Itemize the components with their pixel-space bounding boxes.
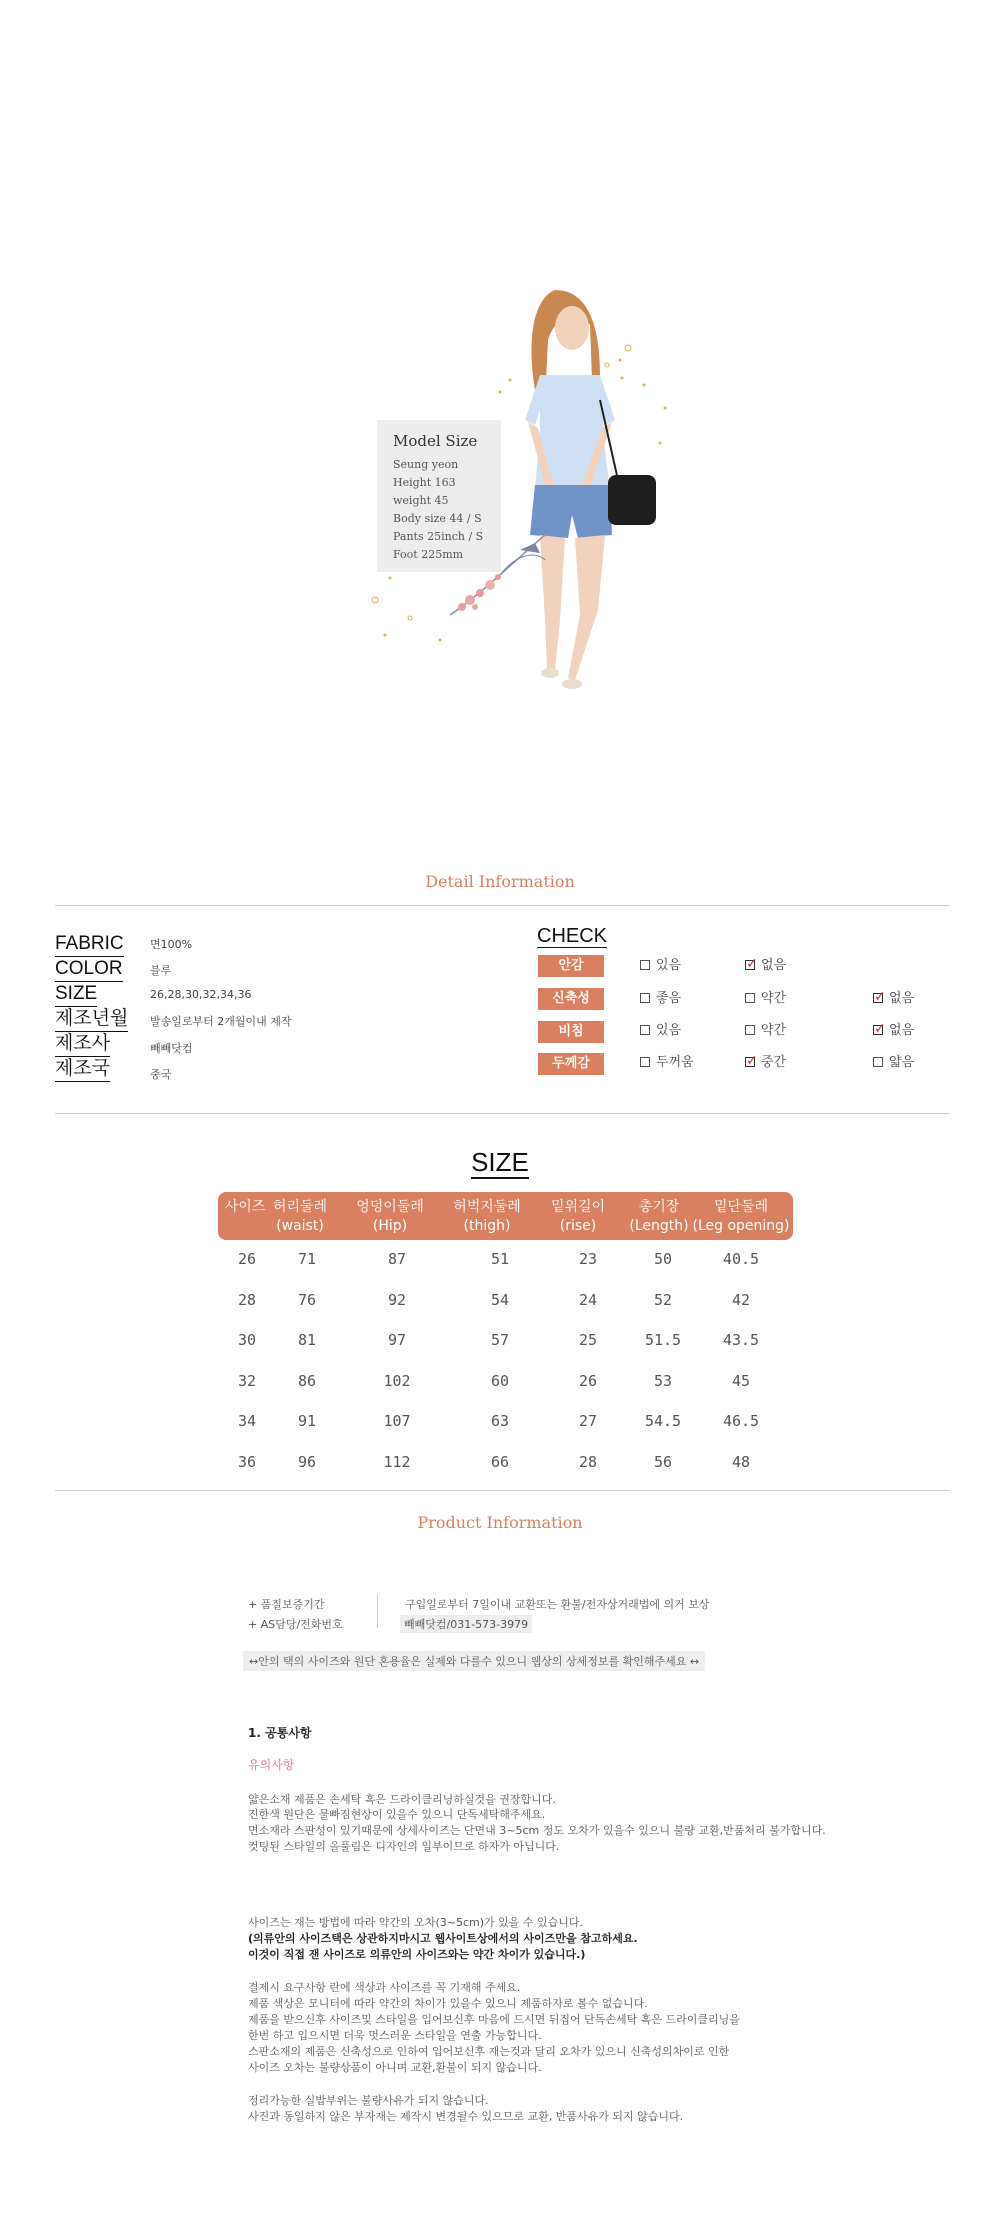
size-cell: 28	[578, 1453, 598, 1471]
option-stretch-good[interactable]: 좋음	[640, 990, 681, 1008]
notice-line: 사진과 동일하지 않은 부자재는 제작시 변경될수 있으므로 교환, 반품사유가 되지 않습니다.	[248, 2110, 684, 2123]
model-size-title: Model Size	[393, 432, 478, 450]
model-name: Seung yeon	[393, 458, 459, 471]
country-label: 제조국	[55, 1058, 110, 1082]
model-height: Height 163	[393, 476, 456, 489]
size-cell: 102	[383, 1371, 411, 1390]
size-label: SIZE	[55, 983, 97, 1007]
notice-heading: 1. 공통사항	[248, 1726, 312, 1740]
size-cell: 27	[578, 1412, 598, 1431]
option-stretch-slight[interactable]: 약간	[745, 990, 786, 1008]
detail-info-title: Detail Information	[425, 872, 575, 891]
option-sheer-slight[interactable]: 약간	[745, 1022, 786, 1040]
size-cell: 63	[490, 1412, 510, 1431]
notice-line: 결제시 요구사항 란에 색상과 사이즈를 꼭 기재해 주세요.	[248, 1981, 521, 1994]
size-cell: 81	[297, 1331, 317, 1350]
check-tag-sheerness: 비침	[538, 1021, 604, 1043]
notice-subheading: 유의사항	[248, 1758, 295, 1772]
size-value: 26,28,30,32,34,36	[150, 988, 252, 1001]
size-cell: 26	[237, 1250, 257, 1268]
header-thigh: 허벅지둘레	[453, 1199, 521, 1215]
model-foot: Foot 225mm	[393, 548, 464, 561]
check-title: CHECK	[537, 925, 608, 947]
checkbox-icon	[873, 1057, 883, 1067]
warranty-label: + 품질보증기간	[248, 1598, 325, 1611]
header-hip-en: (Hip)	[372, 1218, 408, 1234]
header-waist-en: (waist)	[276, 1218, 324, 1234]
header-leg-opening: 밑단둘레	[713, 1199, 769, 1215]
model-weight: weight 45	[393, 494, 449, 507]
size-cell: 60	[490, 1371, 510, 1390]
size-cell: 34	[237, 1412, 257, 1431]
country-value: 중국	[150, 1068, 172, 1081]
divider	[55, 905, 950, 906]
option-stretch-none[interactable]: ✓ 없음	[874, 988, 915, 1006]
model-body-size: Body size 44 / S	[393, 512, 482, 525]
header-length: 총기장	[638, 1199, 680, 1215]
option-lining-no[interactable]: ✓ 없음	[746, 955, 787, 973]
checkbox-checked-icon: ✓	[874, 988, 886, 1005]
divider	[55, 1490, 950, 1491]
size-cell: 56	[653, 1453, 673, 1471]
size-cell: 48	[731, 1453, 751, 1471]
fabric-value: 면100%	[150, 938, 193, 951]
size-cell: 45	[731, 1371, 751, 1390]
size-cell: 36	[237, 1453, 257, 1471]
size-cell: 112	[383, 1453, 411, 1471]
size-cell: 46.5	[722, 1412, 760, 1431]
size-cell: 40.5	[722, 1250, 760, 1268]
notice-line: 제품을 받으신후 사이즈및 스타일을 입어보신후 마음에 드시면 뒤집어 단독손세탁 혹은 드라이클리닝을	[248, 2013, 740, 2026]
header-waist: 허리둘레	[272, 1199, 328, 1215]
size-cell: 32	[237, 1371, 257, 1390]
check-tag-stretch: 신축성	[538, 988, 604, 1010]
notice-line: 한번 하고 입으시면 더욱 멋스러운 스타일을 연출 가능합니다.	[248, 2029, 542, 2042]
manufacture-date-value: 발송일로부터 2개월이내 제작	[150, 1015, 292, 1028]
separator	[377, 1594, 378, 1628]
checkbox-checked-icon: ✓	[746, 1052, 758, 1069]
size-cell: 25	[578, 1331, 598, 1350]
notice-line: 스판소재의 제품은 신축성으로 인하여 입어보신후 재는것과 달리 오차가 있으니 신축성의차이로 인한	[248, 2045, 730, 2058]
notice-line-bold: 이것이 직접 잰 사이즈로 의류안의 사이즈와는 약간 차이가 있습니다.)	[248, 1948, 586, 1961]
manufacturer-value: 빼빼닷컴	[150, 1042, 193, 1055]
size-cell: 28	[237, 1290, 257, 1309]
size-cell: 66	[490, 1453, 510, 1471]
option-thick[interactable]: 두꺼움	[640, 1054, 694, 1072]
size-cell: 71	[297, 1250, 317, 1268]
option-lining-yes[interactable]: 있음	[640, 957, 681, 975]
option-thin[interactable]: 얇음	[873, 1054, 914, 1072]
product-info-title: Product Information	[417, 1513, 583, 1532]
size-cell: 51	[490, 1250, 510, 1268]
size-title: SIZE	[471, 1147, 529, 1177]
size-cell: 53	[653, 1371, 673, 1390]
manufacture-date-label: 제조년월	[55, 1008, 128, 1032]
manufacturer-label: 제조사	[55, 1033, 110, 1057]
size-cell: 24	[578, 1290, 598, 1309]
model-size-box	[377, 420, 501, 572]
tag-size-note: ↔안의 택의 사이즈와 원단 혼용율은 실제와 다를수 있으니 웹상의 상세정보를 확인해주세요 ↔	[243, 1651, 705, 1671]
model-pants: Pants 25inch / S	[393, 530, 484, 543]
checkbox-icon	[640, 1057, 650, 1067]
header-hip: 엉덩이둘레	[356, 1199, 424, 1215]
divider	[55, 1113, 950, 1114]
checkbox-icon	[745, 1025, 755, 1035]
header-leg-opening-en: (Leg opening)	[692, 1218, 790, 1234]
size-cell: 91	[297, 1412, 317, 1431]
option-medium[interactable]: ✓ 중간	[746, 1052, 787, 1070]
header-rise-en: (rise)	[559, 1218, 597, 1234]
checkbox-icon	[640, 1025, 650, 1035]
size-cell: 54	[490, 1290, 510, 1309]
header-rise: 밑위길이	[550, 1199, 606, 1215]
header-thigh-en: (thigh)	[463, 1218, 511, 1234]
size-cell: 30	[237, 1331, 257, 1350]
size-cell: 76	[297, 1290, 317, 1309]
notice-line-bold: (의류안의 사이즈택은 상관하지마시고 웹사이트상에서의 사이즈만을 참고하세요.	[248, 1932, 638, 1945]
notice-line: 컷팅된 스타일의 올풀림은 디자인의 일부이므로 하자가 아닙니다.	[248, 1840, 560, 1853]
notice-line: 면소재라 스판성이 있기때문에 상세사이즈는 단면내 3~5cm 정도 오차가 있을수 있으니 불량 교환,반품처리 불가합니다.	[248, 1824, 826, 1837]
color-value: 블루	[150, 964, 172, 977]
notice-line: 진한색 원단은 물빠짐현상이 있을수 있으니 단독세탁해주세요.	[248, 1808, 546, 1821]
checkbox-checked-icon: ✓	[746, 955, 758, 972]
fabric-label: FABRIC	[55, 933, 124, 957]
notice-line: 정리가능한 실밥부위는 불량사유가 되지 않습니다.	[248, 2094, 489, 2107]
notice-line: 사이즈 오차는 불량상품이 아니며 교환,환불이 되지 않습니다.	[248, 2061, 542, 2074]
size-cell: 26	[578, 1371, 598, 1390]
as-label: + AS담당/전화번호	[248, 1618, 343, 1631]
size-cell: 57	[490, 1331, 510, 1350]
check-tag-lining: 안감	[538, 955, 604, 977]
size-cell: 51.5	[644, 1331, 682, 1350]
checkbox-icon	[640, 993, 650, 1003]
size-cell: 86	[297, 1371, 317, 1390]
size-cell: 97	[387, 1331, 407, 1350]
size-cell: 52	[653, 1290, 673, 1309]
size-cell: 107	[383, 1412, 411, 1431]
notice-line: 제품 색상은 모니터에 따라 약간의 차이가 있을수 있으니 제품하자로 볼수 없습니다.	[248, 1997, 648, 2010]
size-cell: 43.5	[722, 1331, 760, 1350]
header-length-en: (Length)	[629, 1218, 689, 1234]
size-cell: 50	[653, 1250, 673, 1268]
color-label: COLOR	[55, 958, 123, 982]
warranty-value: 구입일로부터 7일이내 교환또는 환불/전자상거래법에 의거 보상	[405, 1598, 710, 1611]
option-sheer-yes[interactable]: 있음	[640, 1022, 681, 1040]
size-cell: 23	[578, 1250, 598, 1268]
size-cell: 42	[731, 1290, 751, 1309]
size-cell: 96	[297, 1453, 317, 1471]
check-tag-thickness: 두께감	[538, 1053, 604, 1075]
checkbox-icon	[640, 960, 650, 970]
size-cell: 92	[387, 1290, 407, 1309]
as-value: 빼빼닷컴/031-573-3979	[400, 1615, 532, 1633]
notice-line: 얇은소재 제품은 손세탁 혹은 드라이클리닝하실것을 권장합니다.	[248, 1793, 556, 1806]
header-size: 사이즈	[224, 1199, 266, 1215]
notice-line: 사이즈는 재는 방법에 따라 약간의 오차(3~5cm)가 있을 수 있습니다.	[248, 1916, 584, 1929]
checkbox-icon	[745, 993, 755, 1003]
checkbox-checked-icon: ✓	[874, 1020, 886, 1037]
option-sheer-none[interactable]: ✓ 없음	[874, 1020, 915, 1038]
size-cell: 87	[387, 1250, 407, 1268]
size-cell: 54.5	[644, 1412, 682, 1431]
